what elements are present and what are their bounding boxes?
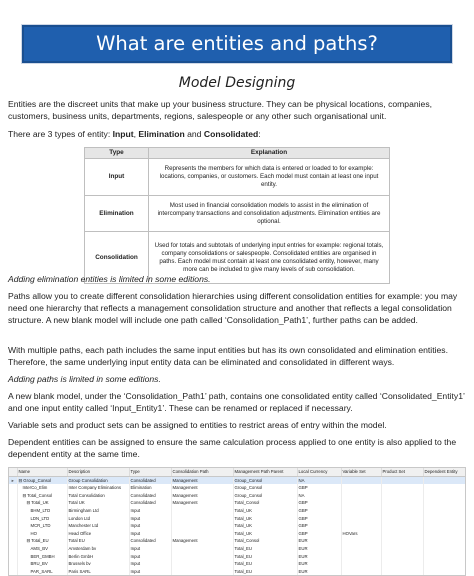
grid-cell-product-set[interactable] (381, 568, 423, 576)
grid-cell-variable-set[interactable]: HOVars (341, 530, 381, 538)
grid-cell-dependent-entity[interactable] (423, 530, 466, 538)
grid-header-description[interactable]: Description (67, 468, 129, 476)
grid-cell-management-path-parent[interactable]: Total_UK (233, 522, 297, 530)
grid-cell-management-path-parent[interactable]: Total_EU (233, 568, 297, 576)
table-row[interactable] (9, 545, 466, 553)
grid-cell-consolidation-path[interactable] (171, 530, 233, 538)
note-paths-limited: Adding paths is limited in some editions. (8, 374, 161, 384)
paragraph-multiple-paths: With multiple paths, each path includes the same input entities but has its own consolidated and elimination entities. Therefore, the same underlying input entity data can be eliminated and consolidated in different ways. (8, 345, 448, 368)
grid-cell-product-set[interactable] (381, 545, 423, 553)
grid-cell-name[interactable]: BER_GMBH (17, 553, 67, 561)
grid-cell-consolidation-path[interactable] (171, 522, 233, 530)
grid-cell-row-indicator[interactable] (9, 530, 17, 538)
grid-cell-consolidation-path[interactable]: Management (171, 499, 233, 507)
grid-cell-local-currency[interactable]: EUR (297, 545, 341, 553)
grid-cell-variable-set[interactable] (341, 484, 381, 492)
grid-cell-dependent-entity[interactable] (423, 492, 466, 500)
grid-cell-type[interactable]: Elimination (129, 484, 171, 492)
grid-header-row-indicator[interactable] (9, 468, 17, 476)
table-row[interactable] (9, 476, 466, 484)
grid-cell-name[interactable]: PAR_SARL (17, 568, 67, 576)
grid-cell-product-set[interactable] (381, 537, 423, 545)
type-cell: Input (85, 159, 149, 196)
grid-cell-dependent-entity[interactable] (423, 484, 466, 492)
entity-grid-table (9, 468, 466, 575)
grid-cell-variable-set[interactable] (341, 515, 381, 523)
entity-grid (8, 467, 466, 576)
explanation-cell: Used for totals and subtotals of underlying input entries for example: regional totals, company consolidations or salespeople. Consolidated entities are organised in paths. Each model must contain at least one consolidated entity, however, many more can be included to give many levels of sub consolidation. (149, 232, 390, 284)
note-elimination-limited: Adding elimination entities is limited in some editions. (8, 274, 211, 284)
header-type: Type (85, 148, 149, 159)
grid-header-management-path-parent[interactable]: Management Path Parent (233, 468, 297, 476)
term-elimination: Elimination (138, 129, 185, 139)
grid-cell-variable-set[interactable] (341, 522, 381, 530)
grid-cell-product-set[interactable] (381, 476, 423, 484)
grid-cell-local-currency[interactable]: EUR (297, 560, 341, 568)
table-row[interactable] (9, 522, 466, 530)
grid-cell-management-path-parent[interactable]: Group_Consol (233, 492, 297, 500)
grid-cell-local-currency[interactable]: GBP (297, 515, 341, 523)
grid-cell-product-set[interactable] (381, 499, 423, 507)
grid-cell-variable-set[interactable] (341, 476, 381, 484)
grid-cell-type[interactable]: Consolidated (129, 537, 171, 545)
table-row[interactable] (9, 484, 466, 492)
grid-cell-local-currency[interactable]: EUR (297, 568, 341, 576)
grid-cell-dependent-entity[interactable] (423, 507, 466, 515)
grid-cell-type[interactable]: Consolidated (129, 476, 171, 484)
grid-cell-management-path-parent[interactable]: Total_UK (233, 530, 297, 538)
paragraph-dependent-entities: Dependent entities can be assigned to ensure the same calculation process applied to one entity is also applied to the dependent entity at the same time. (8, 437, 457, 460)
grid-cell-row-indicator[interactable] (9, 560, 17, 568)
grid-cell-row-indicator[interactable] (9, 537, 17, 545)
grid-cell-description[interactable]: Total EU (67, 537, 129, 545)
grid-cell-description[interactable]: Amsterdam bv (67, 545, 129, 553)
table-row[interactable] (9, 499, 466, 507)
grid-cell-local-currency[interactable]: GBP (297, 507, 341, 515)
grid-cell-description[interactable]: Total UK (67, 499, 129, 507)
grid-cell-type[interactable]: Input (129, 568, 171, 576)
grid-cell-management-path-parent[interactable]: Total_EU (233, 545, 297, 553)
grid-cell-variable-set[interactable] (341, 545, 381, 553)
grid-cell-consolidation-path[interactable] (171, 553, 233, 561)
grid-cell-consolidation-path[interactable] (171, 560, 233, 568)
grid-cell-type[interactable]: Input (129, 522, 171, 530)
grid-cell-description[interactable]: Brussels bv (67, 560, 129, 568)
grid-cell-name[interactable]: ⊟ Group_Consol (17, 476, 67, 484)
grid-cell-dependent-entity[interactable] (423, 515, 466, 523)
table-row[interactable] (9, 553, 466, 561)
grid-cell-dependent-entity[interactable] (423, 560, 466, 568)
grid-cell-local-currency[interactable]: NA (297, 492, 341, 500)
grid-cell-product-set[interactable] (381, 553, 423, 561)
grid-cell-dependent-entity[interactable] (423, 522, 466, 530)
grid-cell-type[interactable]: Consolidated (129, 499, 171, 507)
table-row[interactable] (9, 560, 466, 568)
grid-cell-description[interactable]: Total Consolidation (67, 492, 129, 500)
title-banner (22, 25, 452, 63)
table-row (85, 159, 390, 196)
grid-cell-type[interactable]: Input (129, 560, 171, 568)
grid-cell-local-currency[interactable]: GBP (297, 484, 341, 492)
grid-cell-variable-set[interactable] (341, 568, 381, 576)
grid-cell-name[interactable]: InterCo_Elim (17, 484, 67, 492)
paragraph-entities-intro: Entities are the discreet units that make up your business structure. They can be physical locations, companies, customers, business units, departments, regions, salespeople or any other such organisational unit. (8, 99, 433, 122)
grid-header-product-set[interactable]: Product Set (381, 468, 423, 476)
grid-cell-consolidation-path[interactable]: Management (171, 492, 233, 500)
grid-cell-name[interactable]: MCR_LTD (17, 522, 67, 530)
type-cell: Elimination (85, 196, 149, 232)
term-consolidated: Consolidated (203, 129, 259, 139)
grid-cell-description[interactable]: Manchester Ltd (67, 522, 129, 530)
section-subtitle: Model Designing (178, 75, 296, 91)
grid-cell-row-indicator[interactable]: ▸ (9, 476, 17, 484)
grid-cell-management-path-parent[interactable]: Total_UK (233, 507, 297, 515)
grid-cell-dependent-entity[interactable] (423, 568, 466, 576)
paragraph-entity-types: There are 3 types of entity: Input, Elimination and Consolidated: (8, 129, 261, 139)
grid-cell-consolidation-path[interactable]: Management (171, 476, 233, 484)
grid-header-type[interactable]: Type (129, 468, 171, 476)
table-row[interactable] (9, 530, 466, 538)
grid-cell-management-path-parent[interactable]: Total_Consol (233, 537, 297, 545)
grid-cell-consolidation-path[interactable] (171, 568, 233, 576)
grid-cell-type[interactable]: Input (129, 530, 171, 538)
grid-cell-type[interactable]: Input (129, 545, 171, 553)
explanation-cell: Most used in financial consolidation models to assist in the elimination of intercompany transactions and consolidation adjustments. Elimination entities are optional. (149, 196, 390, 232)
grid-cell-dependent-entity[interactable] (423, 499, 466, 507)
grid-header-variable-set[interactable]: Variable Set (341, 468, 381, 476)
grid-cell-dependent-entity[interactable] (423, 545, 466, 553)
table-row[interactable] (9, 492, 466, 500)
grid-cell-name[interactable]: ⊟ Total_UK (17, 499, 67, 507)
grid-cell-row-indicator[interactable] (9, 492, 17, 500)
grid-cell-row-indicator[interactable] (9, 553, 17, 561)
grid-cell-product-set[interactable] (381, 515, 423, 523)
header-explanation: Explanation (149, 148, 390, 159)
grid-cell-consolidation-path[interactable] (171, 515, 233, 523)
page-title: What are entities and paths? (96, 32, 378, 55)
grid-cell-variable-set[interactable] (341, 560, 381, 568)
paragraph-paths: Paths allow you to create different consolidation hierarchies using different consolidation entities for example: you may need one hierarchy that reflects a management consolidation structure and another that reflects a legal consolidation structure. A new blank model will include one path called ‘Consolidation_Path1’, further paths can be added. (8, 291, 458, 326)
table-header-row (85, 148, 390, 159)
grid-cell-description[interactable]: Inter Company Eliminations (67, 484, 129, 492)
grid-cell-product-set[interactable] (381, 560, 423, 568)
grid-cell-description[interactable]: Berlin GmbH (67, 553, 129, 561)
grid-cell-name[interactable]: BRU_BV (17, 560, 67, 568)
type-cell: Consolidation (85, 232, 149, 284)
table-row[interactable] (9, 515, 466, 523)
grid-cell-dependent-entity[interactable] (423, 537, 466, 545)
table-row (85, 196, 390, 232)
grid-cell-local-currency[interactable]: EUR (297, 537, 341, 545)
grid-cell-row-indicator[interactable] (9, 484, 17, 492)
grid-cell-type[interactable]: Input (129, 515, 171, 523)
paragraph-variable-sets: Variable sets and product sets can be assigned to entities to restrict areas of entry within the model. (8, 420, 387, 430)
grid-cell-management-path-parent[interactable]: Total_UK (233, 515, 297, 523)
grid-cell-dependent-entity[interactable] (423, 476, 466, 484)
grid-cell-variable-set[interactable] (341, 492, 381, 500)
term-input: Input (112, 129, 134, 139)
grid-cell-consolidation-path[interactable] (171, 545, 233, 553)
grid-cell-product-set[interactable] (381, 492, 423, 500)
grid-cell-description[interactable]: Birmingham Ltd (67, 507, 129, 515)
grid-cell-name[interactable]: LDN_LTD (17, 515, 67, 523)
grid-cell-management-path-parent[interactable]: Group_Consol (233, 484, 297, 492)
grid-cell-name[interactable]: AMS_BV (17, 545, 67, 553)
grid-cell-row-indicator[interactable] (9, 545, 17, 553)
grid-cell-consolidation-path[interactable]: Management (171, 537, 233, 545)
grid-cell-row-indicator[interactable] (9, 499, 17, 507)
grid-cell-variable-set[interactable] (341, 553, 381, 561)
grid-cell-local-currency[interactable]: NA (297, 476, 341, 484)
grid-cell-row-indicator[interactable] (9, 568, 17, 576)
grid-cell-name[interactable]: ⊟ Total_Consol (17, 492, 67, 500)
explanation-cell: Represents the members for which data is entered or loaded to for example: locations, companies, or customers. Each model must contain at least one input entity. (149, 159, 390, 196)
grid-cell-management-path-parent[interactable]: Group_Consol (233, 476, 297, 484)
grid-cell-row-indicator[interactable] (9, 507, 17, 515)
grid-cell-management-path-parent[interactable]: Total_Consol (233, 499, 297, 507)
grid-cell-name[interactable]: BHM_LTD (17, 507, 67, 515)
grid-cell-description[interactable]: Paris SARL (67, 568, 129, 576)
grid-cell-variable-set[interactable] (341, 499, 381, 507)
grid-cell-row-indicator[interactable] (9, 515, 17, 523)
table-row[interactable] (9, 507, 466, 515)
grid-cell-type[interactable]: Input (129, 507, 171, 515)
entity-types-table (84, 147, 390, 284)
grid-cell-management-path-parent[interactable]: Total_EU (233, 560, 297, 568)
grid-cell-description[interactable]: Head Office (67, 530, 129, 538)
grid-cell-name[interactable]: ⊟ Total_EU (17, 537, 67, 545)
grid-cell-consolidation-path[interactable]: Management (171, 484, 233, 492)
grid-cell-local-currency[interactable]: GBP (297, 522, 341, 530)
grid-cell-description[interactable]: London Ltd (67, 515, 129, 523)
grid-header-row (9, 468, 466, 476)
grid-cell-variable-set[interactable] (341, 537, 381, 545)
grid-header-name[interactable]: Name (17, 468, 67, 476)
grid-cell-name[interactable]: HO (17, 530, 67, 538)
table-row[interactable] (9, 537, 466, 545)
grid-header-consolidation-path[interactable]: Consolidation Path (171, 468, 233, 476)
grid-cell-product-set[interactable] (381, 507, 423, 515)
grid-cell-variable-set[interactable] (341, 507, 381, 515)
grid-cell-type[interactable]: Consolidated (129, 492, 171, 500)
grid-cell-type[interactable]: Input (129, 553, 171, 561)
table-row[interactable] (9, 568, 466, 576)
grid-cell-local-currency[interactable]: GBP (297, 499, 341, 507)
grid-header-dependent-entity[interactable]: Dependent Entity (423, 468, 466, 476)
paragraph-new-model: A new blank model, under the ‘Consolidation_Path1’ path, contains one consolidated entity called ‘Consolidated_Entity1’ and one input entity called ‘Input_Entity1’. These can be renamed or replaced if necessary. (8, 391, 465, 414)
grid-cell-description[interactable]: Group Consolidation (67, 476, 129, 484)
grid-cell-management-path-parent[interactable]: Total_EU (233, 553, 297, 561)
grid-cell-product-set[interactable] (381, 484, 423, 492)
grid-cell-consolidation-path[interactable] (171, 507, 233, 515)
grid-cell-local-currency[interactable]: GBP (297, 530, 341, 538)
grid-cell-product-set[interactable] (381, 530, 423, 538)
grid-cell-product-set[interactable] (381, 522, 423, 530)
grid-cell-dependent-entity[interactable] (423, 553, 466, 561)
grid-header-local-currency[interactable]: Local Currency (297, 468, 341, 476)
grid-cell-row-indicator[interactable] (9, 522, 17, 530)
grid-cell-local-currency[interactable]: EUR (297, 553, 341, 561)
